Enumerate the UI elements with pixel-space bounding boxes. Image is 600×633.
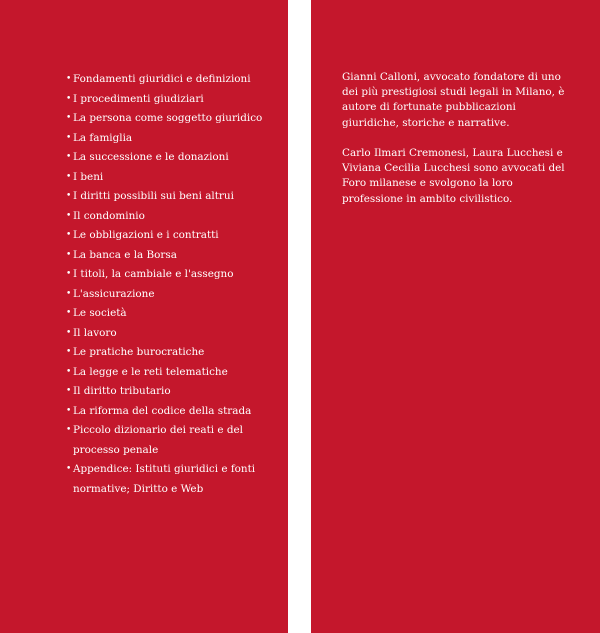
contents-item: • La successione e le donazioni (66, 148, 281, 168)
contents-item: • Il lavoro (66, 324, 281, 344)
contents-list (66, 70, 281, 499)
contents-item: • Le società (66, 304, 281, 324)
contents-item: • La persona come soggetto giuridico (66, 109, 281, 129)
contents-item: • Fondamenti giuridici e definizioni (66, 70, 281, 90)
contents-item: • L'assicurazione (66, 285, 281, 305)
author-paragraph-coauthors: Carlo Ilmari Cremonesi, Laura Lucchesi e Viviana Cecilia Lucchesi sono avvocati del Foro milanese e svolgono la loro professione in ambito civilistico. (342, 147, 565, 205)
left-flap-panel (0, 0, 288, 633)
contents-item: • Le obbligazioni e i contratti (66, 226, 281, 246)
contents-item: • La legge e le reti telematiche (66, 363, 281, 383)
contents-item: • La riforma del codice della strada (66, 402, 281, 422)
contents-item: • I titoli, la cambiale e l'assegno (66, 265, 281, 285)
contents-item: • Appendice: Istituti giuridici e fonti normative; Diritto e Web (66, 460, 281, 499)
contents-item: • Il condominio (66, 207, 281, 227)
contents-item: • La famiglia (66, 129, 281, 149)
authors-bio (342, 70, 572, 222)
contents-item: • I beni (66, 168, 281, 188)
contents-item: • I procedimenti giudiziari (66, 90, 281, 110)
author-paragraph-calloni: Gianni Calloni, avvocato fondatore di uno dei più prestigiosi studi legali in Milano, è autore di fortunate pubblicazioni giuridiche, storiche e narrative. (342, 71, 565, 129)
contents-item: • Piccolo dizionario dei reati e del processo penale (66, 421, 281, 460)
contents-item: • I diritti possibili sui beni altrui (66, 187, 281, 207)
contents-item: • Il diritto tributario (66, 382, 281, 402)
contents-item: • Le pratiche burocratiche (66, 343, 281, 363)
center-gutter (288, 0, 311, 633)
contents-item: • La banca e la Borsa (66, 246, 281, 266)
